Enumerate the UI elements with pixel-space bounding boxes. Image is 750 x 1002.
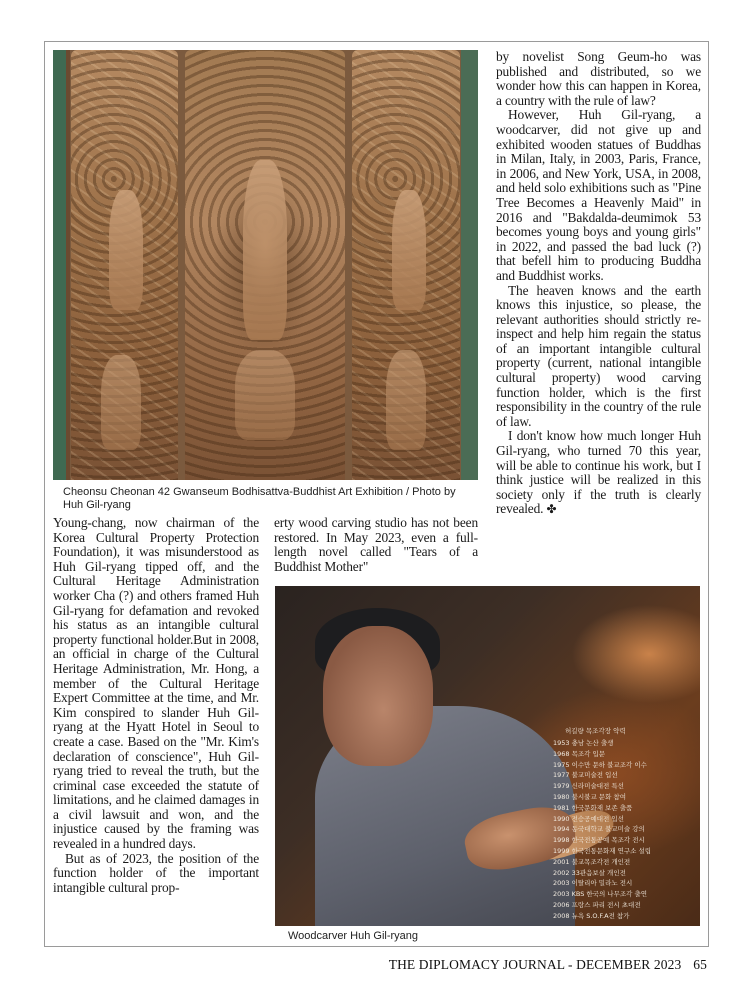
carving-photo-caption: Cheonsu Cheonan 42 Gwanseum Bodhisattva-Buddhist Art Exhibition / Photo by Huh Gil-ryang <box>63 486 456 511</box>
bio-item: 2003 KBS 한국의 나무조각 출연 <box>553 890 648 899</box>
article-column-2 <box>274 516 478 574</box>
woodcarver-photo <box>275 586 700 926</box>
carving-panel-left <box>71 50 178 480</box>
bio-item: 2008 뉴욕 S.O.F.A전 참가 <box>553 911 630 920</box>
article-column-3 <box>496 50 701 517</box>
publication-name: THE DIPLOMACY JOURNAL - DECEMBER 2023 <box>388 957 682 972</box>
bio-item: 1975 이수만 문하 불교조각 이수 <box>553 760 647 769</box>
bio-item: 2002 33관음보살 개인전 <box>553 868 626 877</box>
page-number: 65 <box>693 957 707 972</box>
article-paragraph: by novelist Song Geum-ho was published and distributed, so we wonder how this can happen in Korea, a country with the rule of law? <box>496 49 701 108</box>
page-footer <box>389 957 707 973</box>
bio-item: 1953 충남 논산 출생 <box>553 739 614 747</box>
carving-photo <box>53 50 478 480</box>
bio-item: 2006 프랑스 파리 전시 초대전 <box>553 900 641 909</box>
bio-item: 1979 신라미술대전 특선 <box>553 782 624 791</box>
article-paragraph <box>496 429 701 517</box>
woodcarver-photo-caption: Woodcarver Huh Gil-ryang <box>288 930 419 942</box>
article-paragraph: The heaven knows and the earth knows this injustice, so please, the relevant authorities should strictly re-inspect and help him regain the status of an important intangible cultural property (current, national intangible cultural property) wood carving function holder, which is the first responsibility in the country of the rule of law. <box>496 282 701 429</box>
article-paragraph: However, Huh Gil-ryang, a woodcarver, did not give up and exhibited wooden statues of Buddhas in Milan, Italy, in 2003, Paris, France, in 2006, and New York, USA, in 2008, and held solo exhibitions such as "Pine Tree Becomes a Heavenly Maid" in 2016 and "Bakdalda-deumimok 53 becomes young boys and young girls" in 2022, and passed the bad luck (?) that befell him to producing Buddha and Buddhist works. <box>496 107 701 283</box>
bio-item: 1990 전승공예대전 입선 <box>553 814 624 823</box>
bio-item: 2001 불교목조각전 개인전 <box>553 857 631 866</box>
bio-heading: 허길량 목조각장 약력 <box>565 727 626 735</box>
article-paragraph: But as of 2023, the position of the function holder of the important intangible cultural prop- <box>53 850 259 895</box>
bio-item: 1980 불시불교 문화 참여 <box>553 792 626 801</box>
bio-item: 1981 한국문화재 보존 출품 <box>553 803 633 812</box>
bio-list <box>553 738 698 922</box>
bio-item: 1994 동국대학교 불교미술 강의 <box>553 825 645 834</box>
bio-item: 1998 한국전통공예 목조각 전시 <box>553 836 645 845</box>
bio-item: 2003 이탈리아 밀라노 전시 <box>553 879 633 888</box>
carving-panel-right <box>352 50 460 480</box>
article-column-1 <box>53 516 259 895</box>
article-paragraph: Young-chang, now chairman of the Korea Cultural Property Protection Foundation), it was misunderstood as Huh Gil-ryang tipped off, and the Cultural Heritage Administration worker Cha (?) and others framed Huh Gil-ryang for defamation and revoked his status as an intangible cultural property functional holder.But in 2008, an official in charge of the Cultural Heritage Administration, Mr. Hong, a member of the Cultural Heritage Expert Committee at the time, and Mr. Kim conspired to slander Huh Gil-ryang at the Hyatt Hotel in Seoul to create a case. Based on the "Mr. Kim's declaration of conscience", Huh Gil-ryang tried to reveal the truth, but the criminal case exceeded the statute of limitations, and he claimed damages in a civil lawsuit and won, and the injustice caused by the framing was revealed in a hundred days. <box>53 515 259 852</box>
closing-paragraph-text: I don't know how much longer Huh Gil-ryang, who turned 70 this year, will be able to continue his work, but I think justice will be realized in this society only if the truth is clearly revealed. <box>496 428 701 517</box>
bio-item: 1968 목조각 입문 <box>553 749 606 758</box>
carving-panel-center <box>185 50 345 480</box>
bio-item: 1977 불교미술전 입선 <box>553 771 618 780</box>
end-mark-icon: ✤ <box>546 502 557 517</box>
bio-item: 1999 한국전통문화재 연구소 설립 <box>553 846 652 855</box>
article-paragraph: erty wood carving studio has not been restored. In May 2023, even a full-length novel called "Tears of a Buddhist Mother" <box>274 515 478 574</box>
